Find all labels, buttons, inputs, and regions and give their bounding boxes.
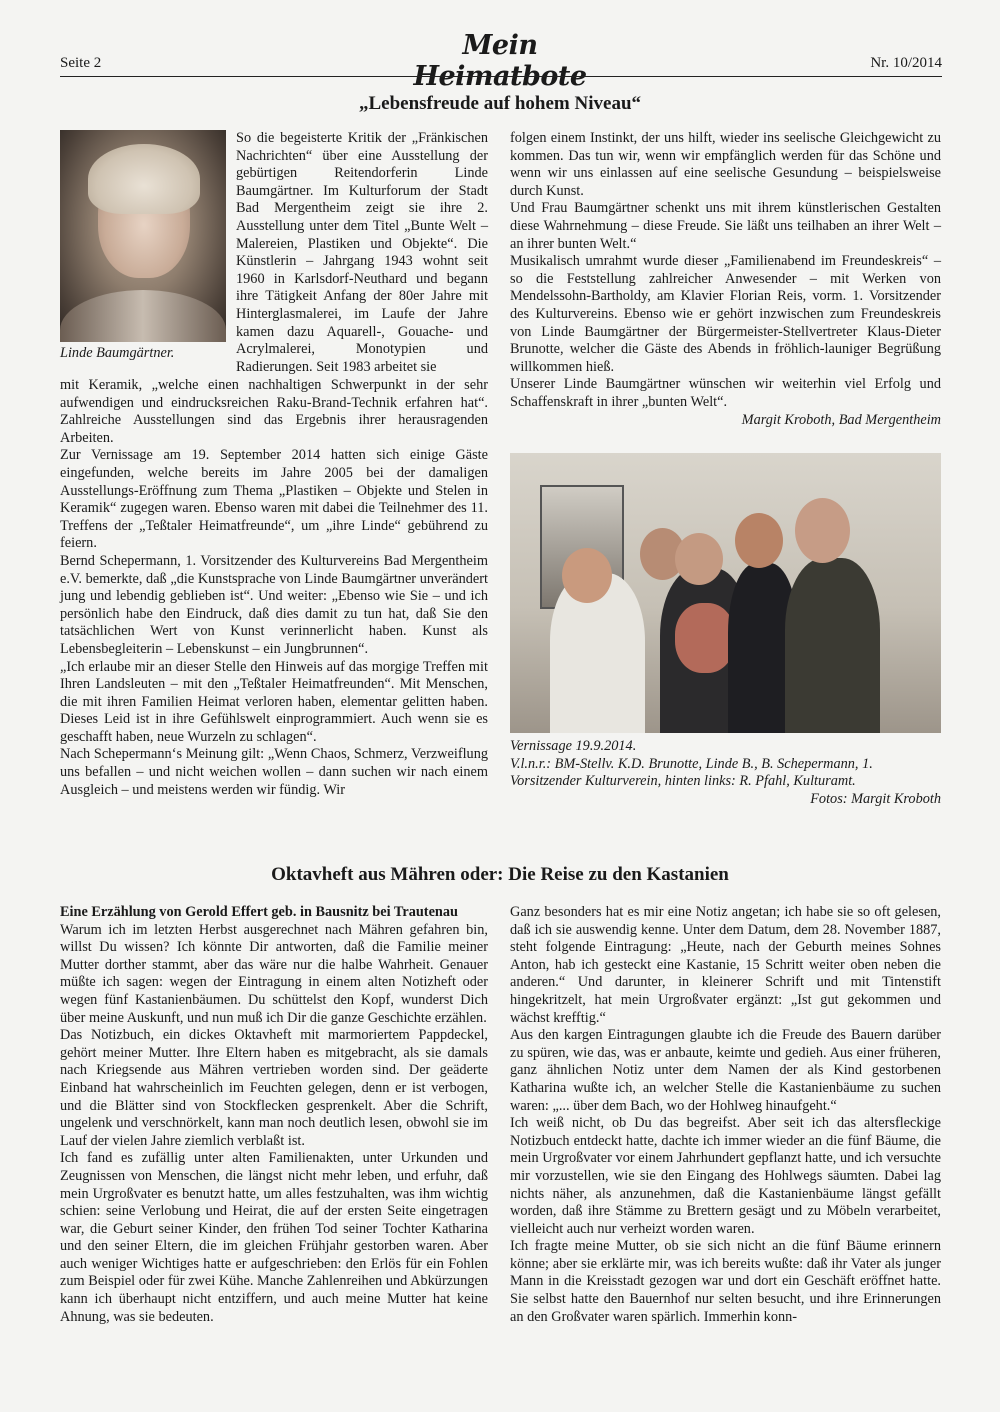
paragraph: Musikalisch umrahmt wurde dieser „Familienabend im Freundeskreis“ – so die Feststellung zahlreicher Anwesender – mit Werken von Mendelssohn-Bartholdy, am Klavier Florian Reis, vorm. 1. Vorsitzender des Kulturvereins. Ebenso wie er gehört inzwischen zum Freundeskreis von Linde Baumgärtner der Bürgermeister-Stellvertreter Klaus-Dieter Brunotte, welcher die Gäste des Abends in fröhlich-launiger Begrüßung willkommen hieß. — [510, 253, 941, 375]
photo-credit: Fotos: Margit Kroboth — [810, 790, 941, 807]
article2-column2 — [510, 904, 941, 1326]
vernissage-group-photo — [510, 453, 941, 733]
caption-line: V.l.n.r.: BM-Stellv. K.D. Brunotte, Linde B., B. Schepermann, 1. Vorsitzender Kulturverein, hinten links: R. Pfahl, Kulturamt. — [510, 755, 873, 790]
photo-caption — [510, 738, 941, 808]
page-number: Seite 2 — [60, 55, 102, 71]
paragraph: Bernd Schepermann, 1. Vorsitzender des Kulturvereins Bad Mergentheim e.V. bemerkte, daß „die Kunstsprache von Linde Baumgärtner unverändert jung und lebendig geblieben ist“. Und weiter: „Ebenso wie Sie – und ich persönlich habe den Eindruck, daß dies damit zu tun hat, daß Sie den tatsächlichen Wert von Kunst verinnerlicht haben. Kunst als Lebensbegleiterin – Lebenskunst – ein Jungbrunnen“. — [60, 552, 488, 657]
masthead-logo: Mein Heimatbote — [413, 30, 587, 92]
paragraph: Unserer Linde Baumgärtner wünschen wir weiterhin viel Erfolg und Schaffenskraft in ihrer „bunten Welt“. — [510, 376, 941, 410]
article2-byline: Eine Erzählung von Gerold Effert geb. in Bausnitz bei Trautenau — [60, 904, 458, 920]
paragraph: „Ich erlaube mir an dieser Stelle den Hinweis auf das morgige Treffen mit Ihren Landsleuten – mit den „Teßtaler Heimatfreunden“. Mit Menschen, die mit ihren Familien Heimat verloren haben, elementar gelitten haben. Dieses Leid ist in ihre Gefühlswelt einprogrammiert. Auch wenn sie es geschafft haben, neue Wurzeln zu schlagen“. — [60, 658, 488, 745]
paragraph: Warum ich im letzten Herbst ausgerechnet nach Mähren gefahren bin, willst Du wissen? Ich könnte Dir antworten, daß die Familie meiner Mutter dorther stammt, aber das wäre nur die halbe Wahrheit. Genauer müßte ich sagen: wegen der Eintragung in einem alten Notizheft oder wegen fünf Kastanienbäumen. Du schüttelst den Kopf, wunderst Dich über meine Auskunft, und nun muß ich Dir die ganze Geschichte erzählen. — [60, 921, 488, 1026]
article2-title: Oktavheft aus Mähren oder: Die Reise zu den Kastanien — [271, 864, 729, 885]
paragraph: Ich fragte meine Mutter, ob sie sich nicht an die fünf Bäume erinnern könne; aber sie erklärte mir, was ich bereits wußte: daß ihr Vater als junger Mann in die Kreisstadt gezogen war und dort ein Geschäft eröffnet hatte. Sie selbst hatte den Bauernhof nur selten besucht, und ihre Erinnerungen an den Großvater waren spärlich. Immerhin konn- — [510, 1238, 941, 1325]
paragraph: Nach Schepermann‘s Meinung gilt: „Wenn Chaos, Schmerz, Verzweiflung uns befallen – und nicht weichen wollen – dann suchen wir nach einem Ausgleich – und meistens werden wir fündig. Wir — [60, 746, 488, 798]
article1-column2 — [510, 130, 941, 429]
article2-column1 — [60, 904, 488, 1326]
header-rule — [60, 76, 942, 77]
article1-title: „Lebensfreude auf hohem Niveau“ — [358, 93, 642, 114]
paragraph: Aus den kargen Eintragungen glaubte ich die Freude des Bauern darüber zu spüren, wie das, was er anbaute, keimte und gedieh. Aus einer früheren, ganz ähnlichen Notiz unter dem Namen der als Kind gestorbenen Katharina wußte ich, an welcher Stelle die Kastanienbäume zu suchen waren: „... über dem Bach, wo der Hohlweg hinaufgeht.“ — [510, 1027, 941, 1114]
paragraph: Und Frau Baumgärtner schenkt uns mit ihrem künstlerischen Gestalten diese Wahrnehmung – diese Freude. Sie läßt uns teilhaben an ihrer Welt – an ihrer bunten Welt.“ — [510, 200, 941, 252]
caption-line: Vernissage 19.9.2014. — [510, 738, 637, 754]
paragraph: Ganz besonders hat es mir eine Notiz angetan; ich habe sie so oft gelesen, daß ich sie auswendig kenne. Unter dem Datum, dem 28. November 1887, steht folgende Eintragung: „Heute, nach der Geburth meines Sohnes Anton, hab ich gesteckt eine Kastanie, 15 Schritt weiter oben neben die anderen.“ Und darunter, in kleinerer Schrift und mit Tintenstift hingekritzelt, hat mein Urgroßvater ergänzt: „Ist gut gekommen und wächst krefftig.“ — [510, 904, 941, 1026]
paragraph: folgen einem Instinkt, der uns hilft, wieder ins seelische Gleichgewicht zu kommen. Das tun wir, wenn wir empfänglich werden für das Schöne und wenn wir uns einlassen auf eine seelische Gesundung – beispielsweise durch Kunst. — [510, 130, 941, 199]
portrait-photo — [60, 130, 226, 342]
issue-number: Nr. 10/2014 — [870, 55, 942, 71]
paragraph: Ich fand es zufällig unter alten Familienakten, unter Urkunden und Zeugnissen von Menschen, die längst nicht mehr leben, und erfuhr, daß mein Urgroßvater es benutzt hatte, um alles festzuhalten, was ihm wichtig schien: seine Verlobung und Heirat, die auf der ersten Seite eingetragen war, die Geburt seiner Kinder, den frühen Tod seiner Tochter Katharina und den seiner Eltern, die im gleichen Frühjahr gestorben waren. Aber auch weniger Wichtiges hatte er aufgeschrieben: den Erlös für ein Fohlen zum Beispiel oder für zwei Kühe. Manche Zahlenreihen und Abkürzungen kann ich überhaupt nicht entziffern, und auch meine Mutter hat keine Ahnung, was sie bedeuten. — [60, 1150, 488, 1325]
author-signature: Margit Kroboth, Bad Mergentheim — [741, 411, 941, 428]
portrait-caption: Linde Baumgärtner. — [60, 345, 175, 361]
article1-intro-text: So die begeisterte Kritik der „Fränkischen Nachrichten“ über eine Ausstellung der gebürtigen Reitendorferin Linde Baumgärtner. Im Kulturforum der Stadt Bad Mergentheim zeigt sie ihre 2. Ausstellung unter dem Titel „Bunte Welt – Malereien, Plastiken und Objekte“. Die Künstlerin – Jahrgang 1943 wohnt seit 1960 in Karlsdorf-Neuthard und begann ihre Tätigkeit Anfang der 80er Jahre mit Hinterglasmalerei, im Laufe der Jahre kamen dazu Aquarell-, Gouache- und Acrylmalerei, Monotypien und Radierungen. Seit 1983 arbeitet sie — [236, 130, 488, 375]
paragraph: mit Keramik, „welche einen nachhaltigen Schwerpunkt in der sehr aufwendigen und eindrucksreichen Raku-Brand-Technik erfahren hat“. Zahlreiche Ausstellungen sind das Ergebnis ihrer herausragenden Arbeiten. — [60, 377, 488, 446]
paragraph: Zur Vernissage am 19. September 2014 hatten sich einige Gäste eingefunden, welche bereits im Jahre 2005 bei der damaligen Ausstellungs-Eröffnung zum Thema „Plastiken – Objekte und Stelen in Keramik“ zugegen waren. Ebenso waren mit dabei die Teilnehmer des 11. Treffens der „Teßtaler Heimatfreunde“, um „ihre Linde“ gebührend zu feiern. — [60, 447, 488, 552]
article1-column1 — [60, 377, 488, 799]
article1-intro — [236, 130, 488, 376]
paragraph: Das Notizbuch, ein dickes Oktavheft mit marmoriertem Pappdeckel, gehört meiner Mutter. Ihre Eltern haben es mitgebracht, als sie damals nach Kriegsende aus Mähren vertrieben worden sind. Der geäderte Einband hat wahrscheinlich im Feuchten gelegen, denn er ist verbogen, und die Blätter sind von Stockflecken gesprenkelt. Aber die Schrift, ungelenk und verschnörkelt, kann man noch deutlich lesen, obwohl sie im Lauf der vielen Jahre ziemlich verblaßt ist. — [60, 1027, 488, 1149]
paragraph: Ich weiß nicht, ob Du das begreifst. Aber seit ich das altersfleckige Notizbuch entdeckt hatte, dachte ich immer wieder an die fünf Bäume, die mein Urgroßvater vor einem Jahrhundert gepflanzt hatte, und ich versuchte mir vorzustellen, wie sie den Eingang des Hohlwegs säumten. Dabei lag nichts näher, als anzunehmen, daß die Kastanienbäume längst gefällt worden, daß ihre Stämme zu Brettern gesägt und zu Möbeln verarbeitet, vielleicht auch nur verheizt worden waren. — [510, 1115, 941, 1237]
